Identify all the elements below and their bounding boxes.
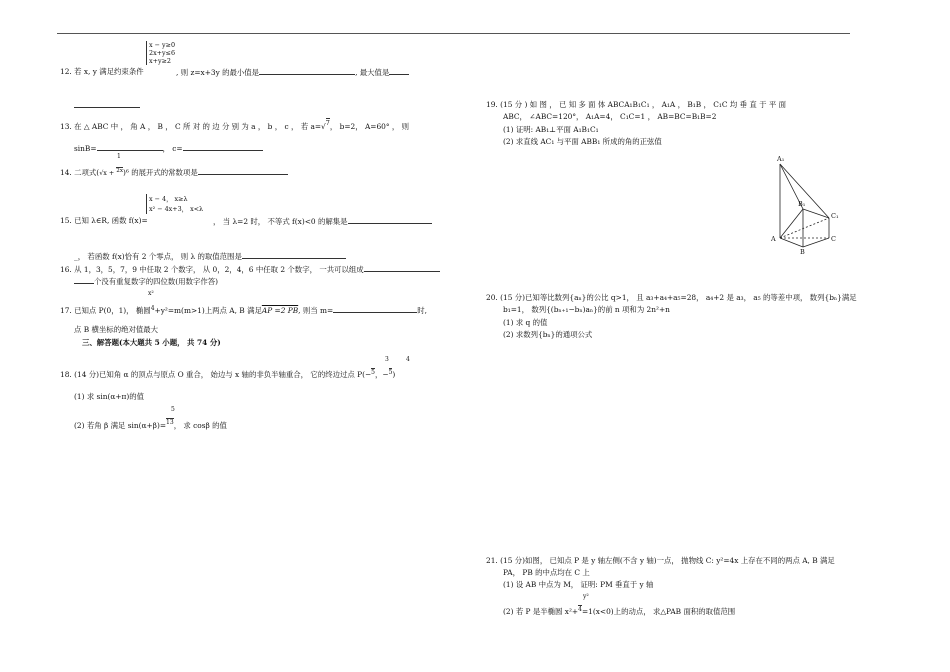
label-B: B — [800, 248, 805, 256]
q15-answer-blank-lambda-range[interactable] — [242, 251, 346, 259]
q15-line1 — [60, 216, 148, 225]
q15-number: 15. — [60, 216, 72, 225]
q14-text2: )⁶ 的展开式的常数项是 — [123, 168, 198, 177]
q16-answer-blank-cont[interactable] — [74, 276, 94, 284]
q21-text-line1: (15 分)如图， 已知点 P 是 y 轴左侧(不含 y 轴)一点， 抛物线 C: y²=4x 上存在不同的两点 A, B 满足 — [500, 556, 835, 565]
q18-part2 — [74, 421, 227, 431]
q16-line1 — [60, 264, 440, 274]
q20-text-line2: b₁=1， 数列{(bₙ₊₁−bₙ)aₙ}的前 n 项和为 2n²+n — [503, 305, 670, 314]
q17-text2: +y²=m(m>1)上两点 A, B 满足 — [154, 306, 262, 315]
q12-text2: , 则 z=x+3y 的最小值是 — [176, 68, 260, 77]
edge-AB — [780, 238, 803, 247]
q16-answer-blank[interactable] — [364, 264, 440, 272]
q15-text-line2: _， 若函数 f(x)恰有 2 个零点， 则 λ 的取值范围是 — [74, 252, 242, 261]
q15-line2 — [74, 251, 346, 261]
q17-text: 已知点 P(0，1)， 椭圆 — [74, 306, 151, 315]
header-rule — [57, 33, 850, 34]
label-A1: A₁ — [777, 155, 785, 163]
q13-answer-blank-sinB[interactable] — [97, 143, 163, 151]
q15-text2: ， 当 λ=2 时， 不等式 f(x)<0 的解集是 — [213, 217, 348, 226]
q17-number: 17. — [60, 306, 72, 315]
q15-piecewise-cases — [146, 194, 203, 214]
q19-text-line2: ABC， ∠ABC=120°， A₁A=4， C₁C=1 ， AB=BC=B₁B=2 — [503, 112, 717, 121]
q21-part2-text2: =1(x<0)上的动点， 求△PAB 面积的取值范围 — [581, 607, 736, 616]
q14-answer-blank[interactable] — [198, 167, 288, 175]
q12-answer-blank-max-start[interactable] — [389, 67, 409, 75]
q17-fraction-denominator: 4 — [150, 305, 155, 312]
q12-constraint-3: x+y≥2 — [149, 57, 171, 65]
label-C: C — [831, 235, 836, 243]
q12-line2 — [74, 100, 140, 110]
q21-part2-frac-numerator: y² — [583, 593, 589, 600]
q13-line1 — [60, 119, 410, 132]
q17-text4: 时, — [417, 306, 427, 315]
q21-part2-text: (2) 若 P 是半椭圆 x²+ — [503, 607, 579, 616]
q17-line1 — [60, 305, 427, 316]
q21-part1: (1) 设 AB 中点为 M， 证明: PM 垂直于 y 轴 — [503, 580, 654, 589]
q20-line1 — [486, 293, 857, 302]
q12-constraint-system — [146, 41, 175, 65]
q17-vector-equation: AP =2 PB — [261, 306, 299, 315]
q20-part1: (1) 求 q 的值 — [503, 318, 548, 327]
q21-text-line2: PA， PB 的中点均在 C 上 — [503, 568, 590, 577]
q14-line — [60, 167, 288, 179]
q18-number: 18. — [60, 370, 72, 379]
q12-answer-blank-max[interactable] — [74, 100, 140, 108]
q13-text: 在 △ ABC 中 ， 角 A ， B ， C 所 对 的 边 分 别 为 a ， b ， c ， 若 a= — [74, 122, 322, 131]
q21-line1 — [486, 556, 835, 565]
q16-line2 — [74, 276, 218, 286]
q13-sinB-label: sinB= — [74, 144, 97, 153]
q21-number: 21. — [486, 556, 498, 565]
section-3-heading: 三、解答题(本大题共 5 小题， 共 74 分) — [82, 338, 221, 347]
q18-part2-text2: ， 求 cosβ 的值 — [173, 421, 227, 430]
q12-constraint-1: x − y≥0 — [149, 41, 176, 49]
edge-BC — [803, 238, 829, 247]
q18-text-end: ) — [392, 370, 396, 379]
q13-number: 13. — [60, 122, 72, 131]
q12-number: 12. — [60, 67, 72, 76]
q18-part2-frac-numerator: 5 — [171, 406, 175, 413]
q16-number: 16. — [60, 265, 72, 274]
q15-text: 已知 λ∈R, 函数 f(x)= — [74, 216, 148, 225]
q16-text-line2: 个没有重复数字的四位数(用数字作答) — [94, 277, 219, 286]
q14-fraction-denominator: 2x — [116, 168, 123, 174]
q19-polyhedron-figure — [765, 152, 845, 257]
q20-number: 20. — [486, 293, 498, 302]
q18-part1: (1) 求 sin(α+π)的值 — [74, 392, 145, 401]
label-A: A — [771, 235, 776, 243]
q18-frac2-numerator: 4 — [406, 356, 410, 363]
q19-number: 19. — [486, 100, 498, 109]
label-C1: C₁ — [831, 212, 839, 220]
q18-part2-frac-denominator: 13 — [166, 419, 174, 426]
q13-sqrt-value: 7 — [325, 119, 330, 127]
edge-AC1-hidden — [780, 218, 829, 238]
q21-part2-frac-denominator: 4 — [578, 606, 582, 613]
q19-part2: (2) 求直线 AC₁ 与平面 ABB₁ 所成的角的正弦值 — [503, 137, 662, 146]
q18-text: (14 分)已知角 α 的顶点与原点 O 重合， 始边与 x 轴的非负半轴重合， 它的终边过点 P(− — [74, 370, 372, 379]
q16-text: 从 1，3，5，7，9 中任取 2 个数字， 从 0，2，4，6 中任取 2 个数字， 一共可以组成 — [74, 265, 364, 274]
q14-expression: √x + — [99, 169, 117, 177]
q13-c-label: ， c= — [162, 144, 183, 153]
sqrt-symbol: √ — [321, 122, 326, 131]
q13-line2 — [74, 143, 263, 153]
q12-line-rest — [176, 67, 409, 77]
q12-constraint-2: 2x+y≤6 — [149, 49, 176, 57]
q18-frac1-numerator: 3 — [385, 356, 389, 363]
q19-line1 — [486, 100, 786, 109]
q15-case-1: x − 4， x≥λ — [149, 195, 188, 203]
q17-fraction-numerator: x² — [148, 290, 154, 297]
q20-part2: (2) 求数列{bₙ}的通项公式 — [503, 330, 593, 339]
q12-text3: , 最大值是 — [355, 68, 390, 77]
q18-frac2-denominator: 5 — [388, 369, 393, 376]
q15-line1-rest — [213, 216, 432, 226]
label-B1: B₁ — [798, 200, 806, 208]
q15-answer-blank-solution-set[interactable] — [348, 216, 432, 224]
q12-line — [60, 67, 144, 76]
q17-answer-blank[interactable] — [333, 305, 417, 313]
q14-fraction-numerator: 1 — [117, 153, 121, 160]
q13-text2: ， b=2， A=60° ， 则 — [329, 122, 410, 131]
q17-text-line2: 点 B 横坐标的绝对值最大 — [74, 325, 159, 334]
q18-part2-text: (2) 若角 β 满足 sin(α+β)= — [74, 421, 167, 430]
q19-part1: (1) 证明: AB₁⊥平面 A₁B₁C₁ — [503, 125, 599, 134]
q14-number: 14. — [60, 168, 72, 177]
q18-frac1-denominator: 5 — [371, 369, 375, 376]
q12-text: 若 x, y 满足约束条件 — [74, 67, 144, 76]
q12-answer-blank-min[interactable] — [259, 67, 355, 75]
q20-text-line1: (15 分)已知等比数列{aₙ}的公比 q>1， 且 a₃+a₄+a₅=28， a₄+2 是 a₃， a₅ 的等差中项， 数列{bₙ}满足 — [500, 293, 857, 302]
q18-line1: 18. (14 分)已知角 α 的顶点与原点 O 重合， 始边与 x 轴的非负半轴重合， 它的终边过点 P(−$^5$，−$^5$) — [60, 369, 396, 379]
q19-text-line1: (15 分 ) 如 图 ， 已 知 多 面 体 ABCA₁B₁C₁ ， A₁A ， B₁B ， C₁C 均 垂 直 于 平 面 — [500, 100, 786, 109]
q17-text3: , 则当 m= — [298, 306, 334, 315]
q13-answer-blank-c[interactable] — [183, 143, 263, 151]
q14-text: 二项式( — [74, 168, 100, 177]
q21-part2 — [503, 607, 735, 617]
q15-case-2: x² − 4x+3， x<λ — [149, 205, 204, 213]
